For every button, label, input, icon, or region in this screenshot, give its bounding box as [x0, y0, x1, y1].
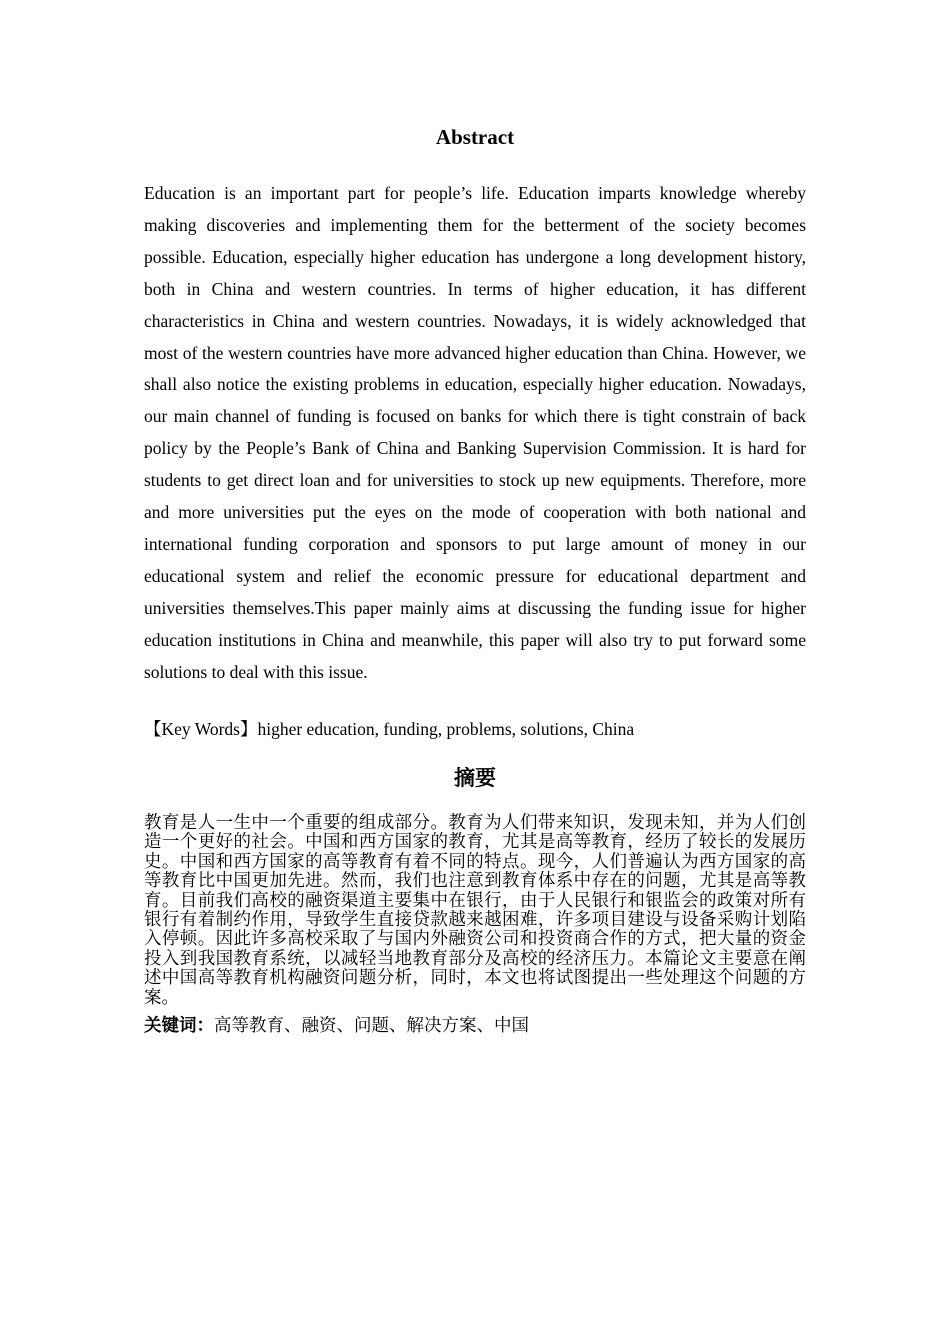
abstract-keywords [144, 716, 824, 742]
zhaiyao-keywords [144, 1014, 806, 1038]
abstract-body: Education is an important part for people’s life. Education imparts knowledge whereby making discoveries and implementing them for the betterment of the society becomes possible. Education, especially higher education has undergone a long development history, both in China and western countries. In terms of higher education, it has different characteristics in China and western countries. Nowadays, it is widely acknowledged that most of the western countries have more advanced higher education than China. However, we shall also notice the existing problems in education, especially higher education. Nowadays, our main channel of funding is focused on banks for which there is tight constrain of back policy by the People’s Bank of China and Banking Supervision Commission. It is hard for students to get direct loan and for universities to stock up new equipments. Therefore, more and more universities put the eyes on the mode of cooperation with both national and international funding corporation and sponsors to put large amount of money in our educational system and relief the economic pressure for educational department and universities themselves.This paper mainly aims at discussing the funding issue for higher education institutions in China and meanwhile, this paper will also try to put forward some solutions to deal with this issue. [144, 183, 806, 682]
zhaiyao-heading: 摘要 [454, 766, 496, 790]
zhaiyao-keywords-text: 高等教育、融资、问题、解决方案、中国 [214, 1016, 529, 1036]
zhaiyao-keywords-label: 关键词： [144, 1016, 214, 1036]
abstract-keywords-text: higher education, funding, problems, solutions, China [257, 719, 635, 739]
abstract-keywords-label: 【Key Words】 [144, 719, 258, 739]
abstract-heading: Abstract [435, 125, 515, 149]
zhaiyao-body: 教育是人一生中一个重要的组成部分。教育为人们带来知识，发现未知，并为人们创造一个更好的社会。中国和西方国家的教育，尤其是高等教育，经历了较长的发展历史。中国和西方国家的高等教育有着不同的特点。现今，人们普遍认为西方国家的高等教育比中国更加先进。然而，我们也注意到教育体系中存在的问题，尤其是高等教育。目前我们高校的融资渠道主要集中在银行，由于人民银行和银监会的政策对所有银行有着制约作用，导致学生直接贷款越来越困难，许多项目建设与设备采购计划陷入停顿。因此许多高校采取了与国内外融资公司和投资商合作的方式，把大量的资金投入到我国教育系统，以减轻当地教育部分及高校的经济压力。本篇论文主要意在阐述中国高等教育机构融资问题分析，同时，本文也将试图提出一些处理这个问题的方案。 [144, 813, 806, 1008]
